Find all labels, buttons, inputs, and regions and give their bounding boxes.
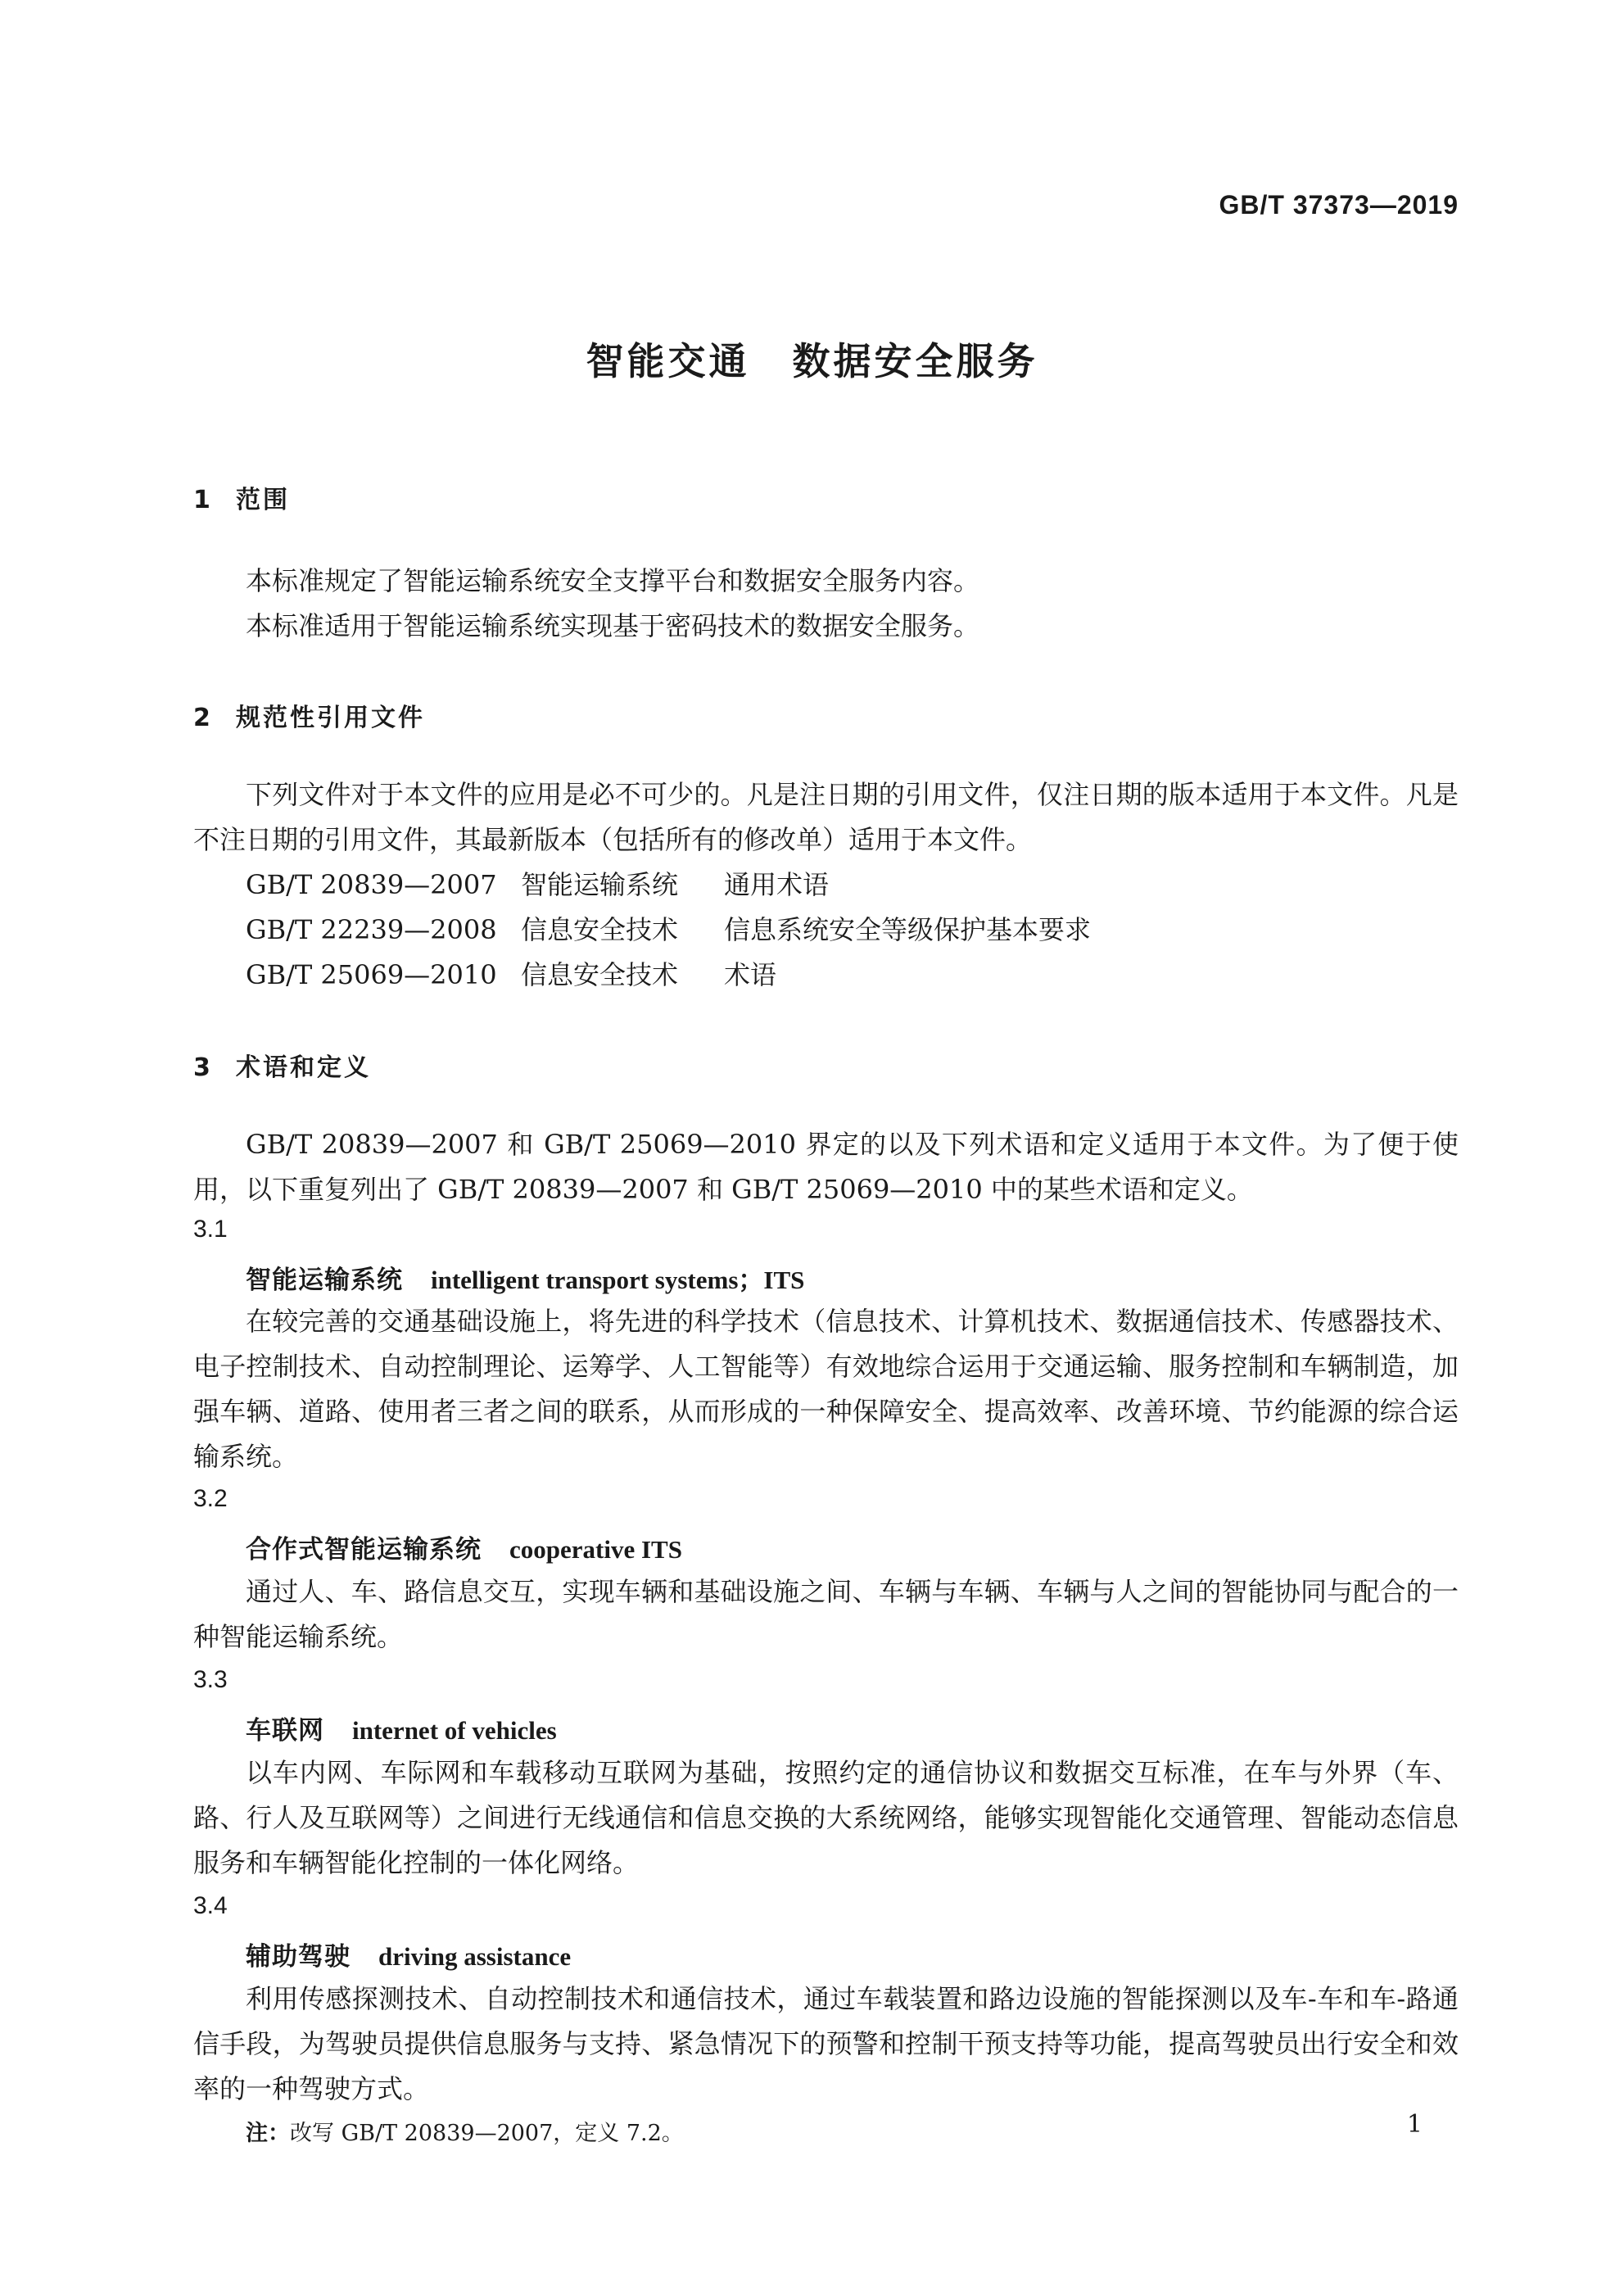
references-intro-text: 下列文件对于本文件的应用是必不可少的。凡是注日期的引用文件，仅注日期的版本适用于本文件。凡是不注日期的引用文件，其最新版本（包括所有的修改单）适用于本文件。 (193, 779, 1459, 855)
references-intro (193, 772, 1459, 863)
term-definition (193, 1977, 1459, 2112)
clause-number: 3.1 (193, 1216, 228, 1243)
reference-item (246, 909, 1091, 947)
term-chinese: 车联网 (246, 1716, 324, 1746)
note (246, 2115, 684, 2147)
term-english: intelligent transport systems；ITS (431, 1266, 805, 1294)
term-entry (246, 1936, 571, 1972)
term-chinese: 合作式智能运输系统 (246, 1535, 482, 1565)
term-definition (193, 1750, 1459, 1886)
clause-number: 3.4 (193, 1892, 228, 1919)
title-part2: 数据安全服务 (792, 339, 1038, 383)
reference-title-main: 信息安全技术 (521, 914, 679, 945)
clause-number: 3.3 (193, 1666, 228, 1693)
document-title (0, 332, 1624, 386)
section-number: 1 (193, 486, 213, 514)
section-number: 3 (193, 1053, 213, 1082)
terms-intro-text: GB/T 20839—2007 和 GB/T 25069—2010 界定的以及下列术语和定义适用于本文件。为了便于使用，以下重复列出了 GB/T 20839—2007 和 GB/T 25069—2010 中的某些术语和定义。 (193, 1129, 1459, 1205)
reference-code: GB/T 25069—2010 (246, 959, 497, 990)
section-title: 术语和定义 (236, 1053, 371, 1082)
section-title: 规范性引用文件 (236, 704, 425, 732)
clause-number: 3.2 (193, 1485, 228, 1512)
section-number: 2 (193, 704, 213, 732)
term-entry (246, 1528, 682, 1565)
term-english: driving assistance (378, 1942, 572, 1971)
section-heading-terms (193, 1047, 371, 1083)
reference-code: GB/T 22239—2008 (246, 914, 497, 945)
term-definition (193, 1569, 1459, 1660)
reference-title-main: 信息安全技术 (521, 959, 679, 990)
reference-item (246, 864, 829, 902)
term-definition (193, 1299, 1459, 1479)
reference-title-sub: 通用术语 (724, 869, 830, 900)
term-entry (246, 1710, 557, 1746)
term-english: cooperative ITS (509, 1535, 682, 1564)
section-title: 范围 (236, 486, 290, 514)
term-definition-text: 在较完善的交通基础设施上，将先进的科学技术（信息技术、计算机技术、数据通信技术、传感器技术、电子控制技术、自动控制理论、运筹学、人工智能等）有效地综合运用于交通运输、服务控制和车辆制造，加强车辆、道路、使用者三者之间的联系，从而形成的一种保障安全、提高效率、改善环境、节约能源的综合运输系统。 (193, 1306, 1459, 1472)
reference-code: GB/T 20839—2007 (246, 869, 497, 900)
section-heading-scope (193, 479, 290, 515)
term-chinese: 智能运输系统 (246, 1266, 403, 1295)
term-definition-text: 利用传感探测技术、自动控制技术和通信技术，通过车载装置和路边设施的智能探测以及车-车和车-路通信手段，为驾驶员提供信息服务与支持、紧急情况下的预警和控制干预支持等功能，提高驾驶员出行安全和效率的一种驾驶方式。 (193, 1983, 1459, 2104)
scope-line-1: 本标准规定了智能运输系统安全支撑平台和数据安全服务内容。 (246, 565, 980, 596)
title-part1: 智能交通 (586, 339, 750, 383)
term-chinese: 辅助驾驶 (246, 1942, 351, 1972)
section-heading-normative-references (193, 697, 425, 733)
note-text: 改写 GB/T 20839—2007，定义 7.2。 (290, 2121, 684, 2146)
reference-title-sub: 术语 (724, 959, 777, 990)
page-number: 1 (1406, 2110, 1423, 2139)
term-definition-text: 以车内网、车际网和车载移动互联网为基础，按照约定的通信协议和数据交互标准，在车与外界（车、路、行人及互联网等）之间进行无线通信和信息交换的大系统网络，能够实现智能化交通管理、智能动态信息服务和车辆智能化控制的一体化网络。 (193, 1757, 1459, 1878)
term-entry (246, 1259, 804, 1296)
standard-code: GB/T 37373—2019 (1219, 190, 1459, 220)
term-english: internet of vehicles (352, 1716, 557, 1745)
reference-item (246, 954, 776, 992)
terms-intro (193, 1122, 1459, 1212)
note-label: 注： (246, 2121, 290, 2146)
reference-title-main: 智能运输系统 (521, 869, 679, 900)
scope-line-2: 本标准适用于智能运输系统实现基于密码技术的数据安全服务。 (246, 610, 980, 641)
reference-title-sub: 信息系统安全等级保护基本要求 (724, 914, 1092, 945)
term-definition-text: 通过人、车、路信息交互，实现车辆和基础设施之间、车辆与车辆、车辆与人之间的智能协同与配合的一种智能运输系统。 (193, 1576, 1459, 1652)
